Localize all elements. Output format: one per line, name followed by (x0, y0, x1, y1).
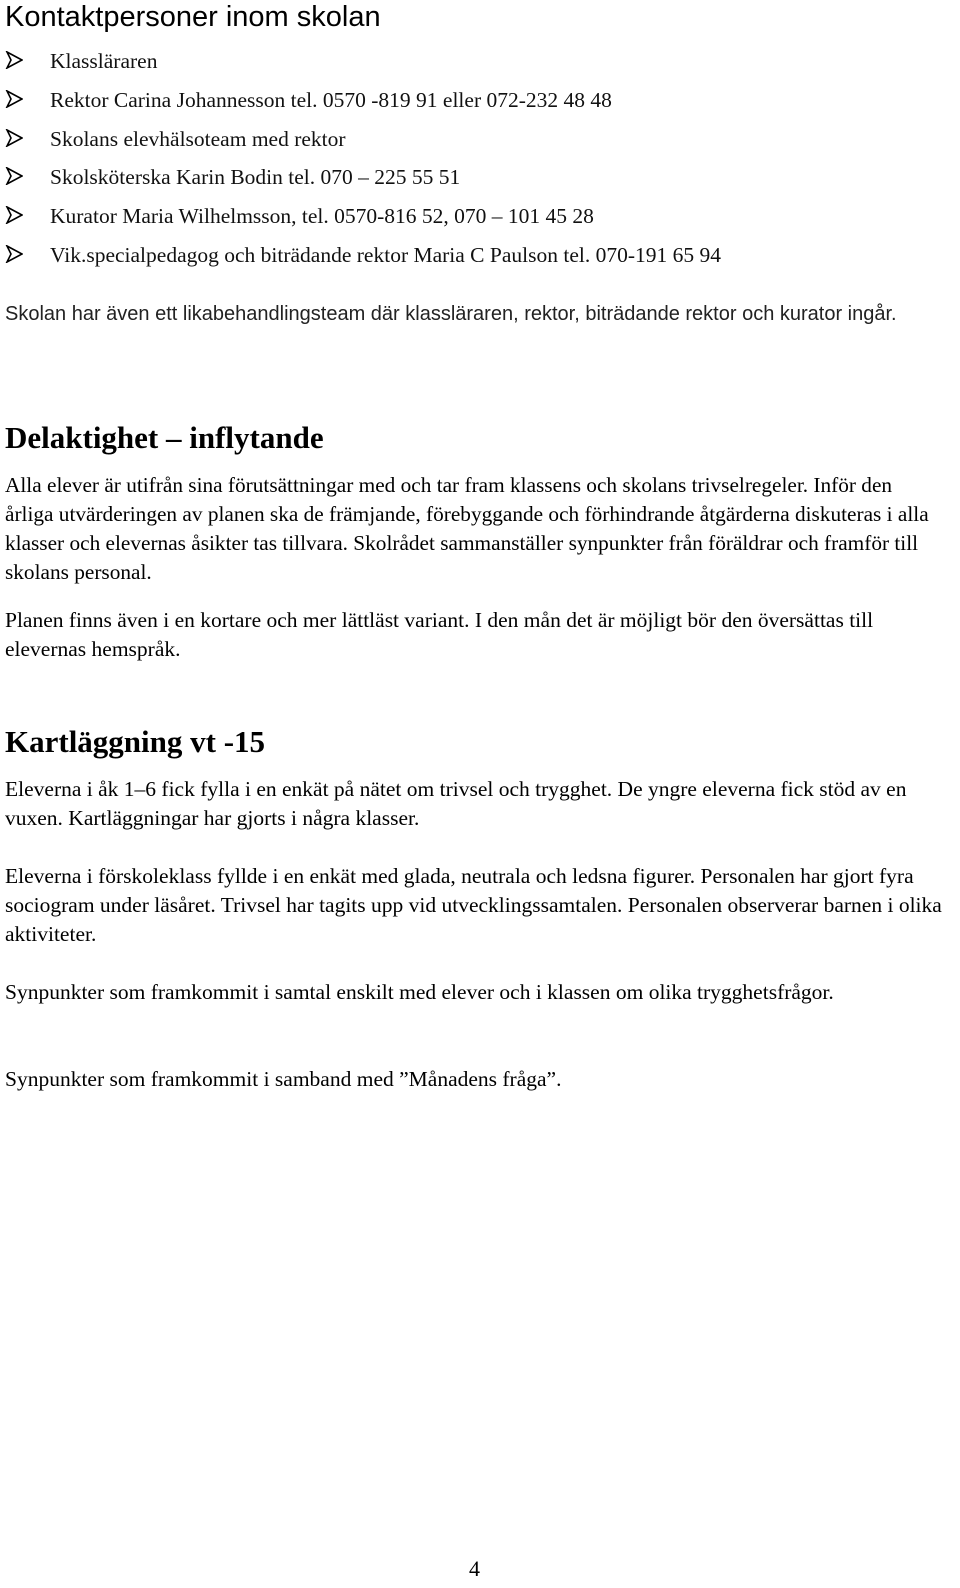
survey-heading: Kartläggning vt -15 (5, 724, 266, 759)
participation-paragraph: Planen finns även i en kortare och mer lättläst variant. I den mån det är möjligt bör den översättas till elevernas hemspråk. (5, 608, 874, 661)
survey-paragraph: Eleverna i åk 1–6 fick fylla i en enkät på nätet om trivsel och trygghet. De yngre eleverna fick stöd av en vuxen. Kartläggningar har gjorts i några klasser. (5, 777, 907, 830)
survey-paragraph: Synpunkter som framkommit i samband med ”Månadens fråga”. (5, 1067, 562, 1091)
list-item (5, 160, 945, 199)
list-item-text: Skolans elevhälsoteam med rektor (50, 126, 346, 151)
list-item (5, 83, 945, 122)
list-item-text: Vik.specialpedagog och biträdande rektor Maria C Paulson tel. 070-191 65 94 (50, 242, 722, 267)
list-item-text: Kurator Maria Wilhelmsson, tel. 0570-816 52, 070 – 101 45 28 (50, 204, 594, 229)
contacts-heading: Kontaktpersoner inom skolan (5, 1, 381, 33)
list-item-text: Rektor Carina Johannesson tel. 0570 -819 91 eller 072-232 48 48 (50, 87, 612, 112)
arrowhead-bullet-icon (5, 167, 23, 185)
survey-paragraph: Eleverna i förskoleklass fyllde i en enkät med glada, neutrala och ledsna figurer. Personalen har gjort fyra sociogram under läsåret. Trivsel har tagits upp vid utvecklingssamtalen. Personalen observerar barnen i olika aktiviteter. (5, 864, 942, 946)
contacts-list (5, 44, 945, 277)
contacts-note: Skolan har även ett likabehandlingsteam där klassläraren, rektor, biträdande rektor och kurator ingår. (5, 303, 897, 325)
participation-paragraph: Alla elever är utifrån sina förutsättningar med och tar fram klassens och skolans trivselregeler. Inför den årliga utvärderingen av planen ska de främjande, förebyggande och förhindrande åtgärderna diskuteras i alla klasser och elevernas åsikter tas tillvara. Skolrådet sammanställer synpunkter från föräldrar och framför till skolans personal. (5, 473, 929, 584)
list-item (5, 44, 945, 83)
arrowhead-bullet-icon (5, 51, 23, 69)
arrowhead-bullet-icon (5, 129, 23, 147)
arrowhead-bullet-icon (5, 90, 23, 108)
list-item (5, 238, 945, 277)
participation-heading: Delaktighet – inflytande (5, 420, 324, 455)
page-number: 4 (469, 1556, 480, 1581)
list-item-text: Klassläraren (50, 49, 158, 73)
list-item (5, 122, 945, 161)
survey-paragraph: Synpunkter som framkommit i samtal enskilt med elever och i klassen om olika trygghetsfrågor. (5, 980, 834, 1004)
list-item-text: Skolsköterska Karin Bodin tel. 070 – 225 55 51 (50, 165, 461, 190)
list-item (5, 199, 945, 238)
arrowhead-bullet-icon (5, 245, 23, 263)
arrowhead-bullet-icon (5, 206, 23, 224)
